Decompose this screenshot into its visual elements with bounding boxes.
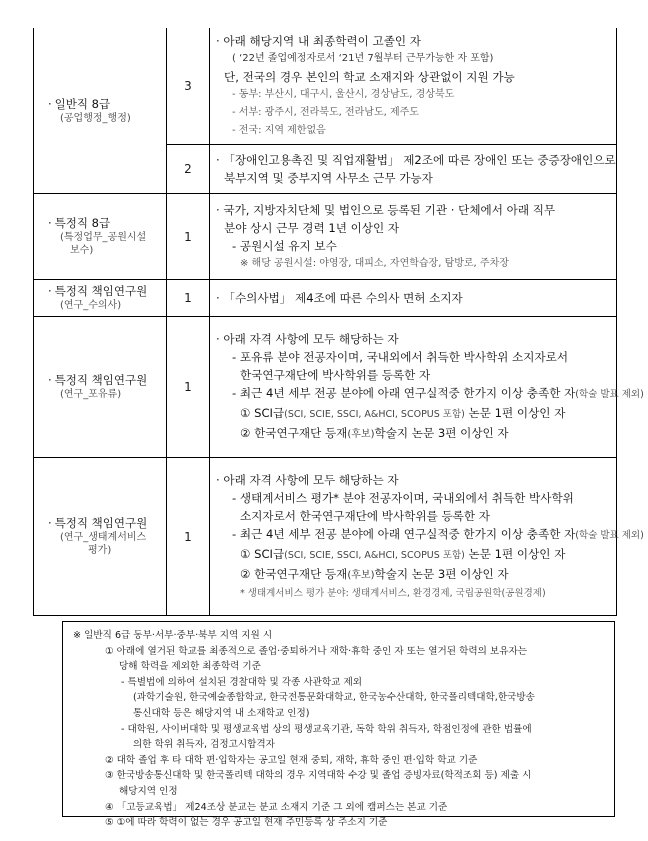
qual-line: 단, 전국의 경우 본인의 학교 소재지와 상관없이 지원 가능 [224, 70, 515, 84]
qualification-cell: · 아래 해당지역 내 최종학력이 고졸인 자 ( ‘22년 졸업예정자로서 ‘21년 7월부터 근무가능한 자 포함) 단, 전국의 경우 본인의 학교 소재지와 상관없이 지원 가능 - 동부: 부산시, 대구시, 울산시, 경상남도, 경상북도 - 서부: 광주시, 전라북도, 전라남도, 제주도 - 전국: 지역 제한없음 [210, 28, 617, 145]
qualification-cell: · 국가, 지방자치단체 및 법인으로 등록된 기관 · 단체에서 아래 직무 분야 상시 근무 경력 1년 이상인 자 - 공원시설 유지 보수 ※ 해당 공원시설: 야영장, 대피소, 자연학습장, 탐방로, 주차장 [210, 194, 617, 280]
qual-line: ② 한국연구재단 등재 [240, 426, 348, 440]
note-title: ※ 일반직 6급 동부·서부·중부·북부 지역 지원 시 [73, 630, 273, 641]
note-line: 당해 학력을 제외한 최종학력 기준 [119, 661, 261, 673]
qual-line: 학술지 논문 3편 이상인 자 [374, 426, 509, 440]
qual-line: 소지자로서 한국연구재단에 박사학위를 등록한 자 [240, 508, 490, 523]
note-line: ③ 한국방송통신대학 및 한국폴리텍 대학의 경우 지역대학 수강 및 졸업 증빙자료(학적조회 등) 제출 시 [105, 770, 532, 782]
note-line: ② 대학 졸업 후 타 대학 편·입학자는 공고일 현재 중퇴, 재학, 휴학 중인 편·입학 학교 기준 [105, 754, 478, 766]
qual-line: - 동부: 부산시, 대구시, 울산시, 경상남도, 경상북도 [232, 89, 455, 100]
count-cell: 1 [167, 317, 210, 458]
position-cell [34, 280, 167, 317]
position-cell [34, 194, 167, 280]
table-row [34, 28, 617, 145]
qual-note: (후보) [347, 569, 375, 581]
position-cell [34, 317, 167, 458]
qual-line: 「장애인고용촉진 및 직업재활법」 제2조에 따른 장애인 또는 중증장애인으로 [223, 153, 616, 167]
qual-line: 국가, 지방자치단체 및 법인으로 등록된 기관 · 단체에서 아래 직무 [223, 202, 556, 217]
qual-line: - 생태계서비스 평가* 분야 전공자이며, 국내외에서 취득한 박사학위 [232, 490, 574, 505]
bullet: · [48, 284, 52, 298]
position-title: 특정직 책임연구원 [54, 516, 148, 530]
bullet: · [48, 373, 52, 387]
position-subtitle: (연구_포유류) [60, 389, 122, 400]
position-cell [34, 28, 167, 194]
qual-line: ※ 해당 공원시설: 야영장, 대피소, 자연학습장, 탐방로, 주차장 [240, 257, 509, 269]
note-line: (과학기술원, 한국예술종합학교, 한국전통문화대학교, 한국농수산대학, 한국폴리텍대학,한국방송 [133, 692, 535, 704]
qualification-cell: · 아래 자격 사항에 모두 해당하는 자 - 생태계서비스 평가* 분야 전공자이며, 국내외에서 취득한 박사학위 소지자로서 한국연구재단에 박사학위를 등록한 자 - 최근 4년 세부 전공 분야에 아래 연구실적중 한가지 이상 충족한 자(학술 발표 제외) ① SCI급(SCI, SCIE, SSCI, A&HCI, SCOPUS 포함) 논문 1편 이상인 자 ② 한국연구재단 등재(후보)학술지 논문 3편 이상인 자 * 생태계서비스 평가 분야: 생태계서비스, 환경경제, 국립공원학(공원경제) [210, 458, 617, 616]
note-line: - 특별법에 의하여 설치된 경찰대학 및 각종 사관학교 제외 [121, 676, 363, 688]
qual-footnote: (공원경제) [501, 587, 546, 599]
count-cell: 3 [167, 28, 210, 145]
position-subtitle: (연구_생태계서비스 [60, 532, 147, 543]
count-cell: 2 [167, 145, 210, 194]
position-title: 특정직 책임연구원 [54, 284, 148, 298]
note-line: 해당지역 인정 [119, 785, 178, 797]
position-title: 일반직 8급 [54, 96, 111, 111]
table-row [34, 280, 617, 317]
qualification-cell: · 「수의사법」 제4조에 따른 수의사 면허 소지자 [210, 280, 617, 317]
qual-line: - 최근 4년 세부 전공 분야에 아래 연구실적중 한가지 이상 충족한 자 [232, 526, 576, 541]
qual-line: 아래 해당지역 내 최종학력이 고졸인 자 [223, 34, 421, 48]
bullet: · [48, 96, 52, 111]
note-line: ⑤ ①에 따라 학력이 없는 경우 공고일 현재 주민등록 상 주소지 기준 [105, 817, 388, 829]
position-subtitle: 평가) [88, 545, 112, 556]
qual-line: ( ‘22년 졸업예정자로서 ‘21년 7월부터 근무가능한 자 포함) [232, 53, 494, 64]
qual-note: (학술 발표 제외) [575, 529, 644, 541]
qual-note: (후보) [347, 429, 375, 440]
qual-line: 북부지역 및 중부지역 사무소 근무 가능자 [224, 171, 433, 185]
note-line: - 대학원, 사이버대학 및 평생교육법 상의 평생교육기관, 독학 학위 취득자, 학점인정에 관한 법률에 [121, 723, 532, 735]
notes-box [62, 621, 615, 829]
qualification-cell: · 아래 자격 사항에 모두 해당하는 자 - 포유류 분야 전공자이며, 국내외에서 취득한 박사학위 소지자로서 한국연구재단에 박사학위를 등록한 자 - 최근 4년 세부 전공 분야에 아래 연구실적중 한가지 이상 충족한 자(학술 발표 제외) ① SCI급(SCI, SCIE, SSCI, A&HCI, SCOPUS 포함) 논문 1편 이상인 자 ② 한국연구재단 등재(후보)학술지 논문 3편 이상인 자 [210, 317, 617, 458]
bullet: · [48, 216, 52, 230]
qual-line: - 전국: 지역 제한없음 [232, 125, 326, 136]
position-subtitle: (연구_수의사) [60, 300, 122, 311]
count-cell: 1 [167, 280, 210, 317]
count-cell: 1 [167, 458, 210, 616]
qual-note: (학술 발표 제외) [575, 389, 644, 400]
position-title: 특정직 책임연구원 [54, 373, 148, 387]
count-cell: 1 [167, 194, 210, 280]
qual-line: - 서부: 광주시, 전라북도, 전라남도, 제주도 [232, 107, 419, 118]
qual-line: 아래 자격 사항에 모두 해당하는 자 [223, 472, 399, 487]
note-line: 의한 학위 취득자, 검정고시합격자 [133, 739, 275, 751]
qual-line: 분야 상시 근무 경력 1년 이상인 자 [224, 220, 400, 235]
qual-line: ① SCI급 [240, 546, 285, 561]
qual-line: - 포유류 분야 전공자이며, 국내외에서 취득한 박사학위 소지자로서 [232, 350, 569, 364]
qualification-cell: · 「장애인고용촉진 및 직업재활법」 제2조에 따른 장애인 또는 중증장애인으로 북부지역 및 중부지역 사무소 근무 가능자 [210, 145, 617, 194]
position-title: 특정직 8급 [54, 216, 111, 230]
qual-line: 한국연구재단에 박사학위를 등록한 자 [240, 368, 431, 382]
qual-footnote: * 생태계서비스 평가 분야: 생태계서비스, 환경경제, 국립공원학 [240, 587, 502, 599]
position-cell [34, 458, 167, 616]
qual-line: ① SCI급 [240, 406, 285, 420]
qual-note: (SCI, SCIE, SSCI, A&HCI, SCOPUS 포함) [284, 549, 465, 561]
position-subtitle: (특정업무_공원시설 [60, 232, 147, 243]
qual-line: 논문 1편 이상인 자 [464, 406, 566, 420]
table-row [34, 317, 617, 458]
note-line: ④ 「고등교육법」 제24조상 분교는 분교 소재지 기준 그 외에 캠퍼스는 본교 기준 [105, 801, 448, 813]
qual-line: 아래 자격 사항에 모두 해당하는 자 [223, 332, 399, 346]
bullet: · [48, 516, 52, 530]
position-subtitle: 보수) [70, 245, 94, 256]
table-row [34, 194, 617, 280]
qual-line: 학술지 논문 3편 이상인 자 [374, 566, 509, 581]
position-subtitle: (공업행정_행정) [60, 112, 131, 124]
qual-line: 논문 1편 이상인 자 [464, 546, 566, 561]
note-line: ① 아래에 열거된 학교를 최종적으로 졸업·중퇴하거나 재학·휴학 중인 자 또는 열거된 학력의 보유자는 [105, 645, 527, 657]
qualification-table [33, 28, 644, 616]
table-row [34, 458, 617, 616]
qual-note: (SCI, SCIE, SSCI, A&HCI, SCOPUS 포함) [284, 409, 465, 420]
note-line: 통신대학 등은 해당지역 내 소재학교 인정) [133, 707, 310, 719]
qual-line: - 최근 4년 세부 전공 분야에 아래 연구실적중 한가지 이상 충족한 자 [232, 386, 576, 400]
qual-line: 「수의사법」 제4조에 따른 수의사 면허 소지자 [223, 291, 463, 305]
qual-line: ② 한국연구재단 등재 [240, 566, 348, 581]
qual-line: - 공원시설 유지 보수 [232, 238, 337, 253]
